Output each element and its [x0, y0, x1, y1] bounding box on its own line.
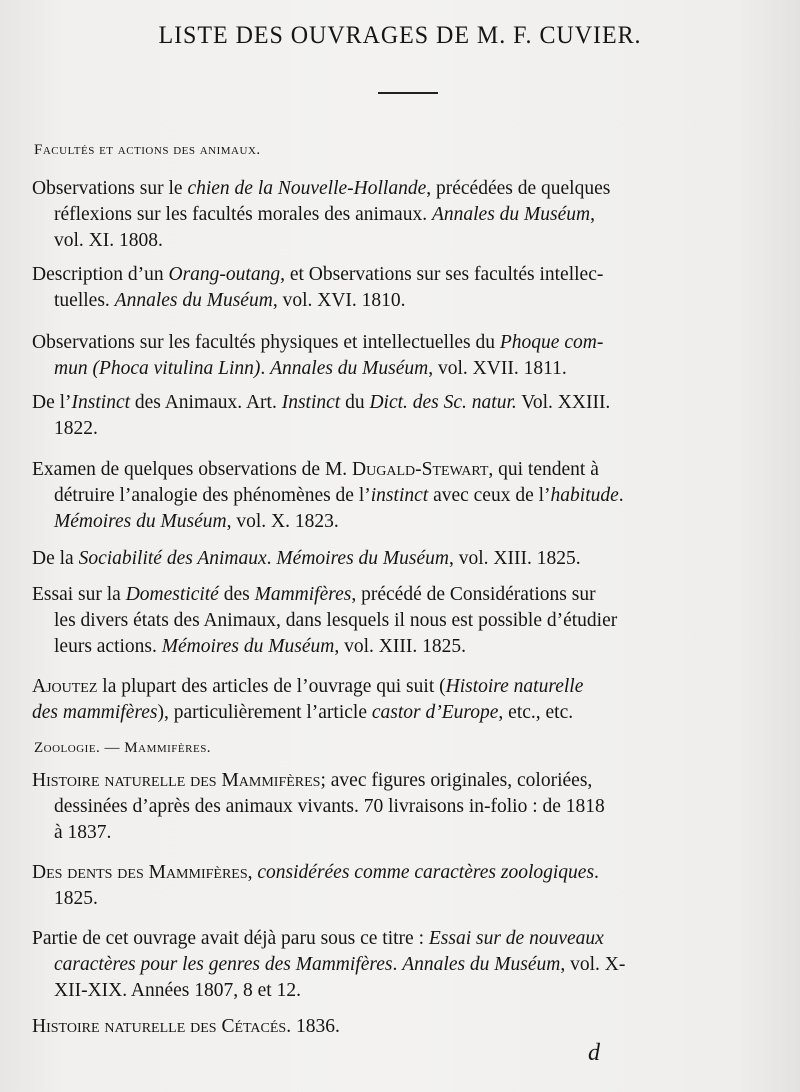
bibliography-entry: Histoire naturelle des Cétacés. 1836.: [32, 1016, 340, 1037]
page-title: LISTE DES OUVRAGES DE M. F. CUVIER.: [158, 22, 642, 49]
bibliography-entry: Histoire naturelle des Mammifères; avec figures originales, coloriées, dessinées d’après des animaux vivants. 70 livraisons in-folio : de 1818 à 1837.: [32, 770, 605, 843]
bibliography-entry: Essai sur la Domesticité des Mammifères, précédé de Considérations sur les divers états des Animaux, dans lesquels il nous est possible d’étudier leurs actions. Mémoires du Muséum, vol. XIII. 1825.: [32, 584, 618, 657]
bibliography-entry: Observations sur les facultés physiques et intellectuelles du Phoque com- mun (Phoca vitulina Linn). Annales du Muséum, vol. XVII. 1811.: [32, 332, 604, 379]
bibliography-entry: Examen de quelques observations de M. Dugald-Stewart, qui tendent à détruire l’analogie des phénomènes de l’instinct avec ceux de l’habitude. Mémoires du Muséum, vol. X. 1823.: [32, 459, 624, 532]
bibliography-entry: Partie de cet ouvrage avait déjà paru sous ce titre : Essai sur de nouveaux caractères pour les genres des Mammifères. Annales du Muséum, vol. X- XII-XIX. Années 1807, 8 et 12.: [32, 928, 626, 1001]
bibliography-entry: Observations sur le chien de la Nouvelle-Hollande, précédées de quelques réflexions sur les facultés morales des animaux. Annales du Muséum, vol. XI. 1808.: [32, 178, 611, 251]
bibliography-entry: Description d’un Orang-outang, et Observations sur ses facultés intellec- tuelles. Annales du Muséum, vol. XVI. 1810.: [32, 264, 604, 311]
bibliography-entry: Des dents des Mammifères, considérées comme caractères zoologiques. 1825.: [32, 862, 599, 909]
bibliography-entry: De l’Instinct des Animaux. Art. Instinct du Dict. des Sc. natur. Vol. XXIII. 1822.: [32, 392, 611, 439]
title-rule: [378, 92, 438, 94]
section-heading-faculties: Facultés et actions des animaux.: [34, 142, 261, 158]
section-heading-zoologie: Zoologie. — Mammifères.: [34, 740, 212, 756]
bibliography-entry: De la Sociabilité des Animaux. Mémoires du Muséum, vol. XIII. 1825.: [32, 548, 581, 569]
signature-mark: d: [588, 1040, 600, 1066]
bibliography-entry: Ajoutez la plupart des articles de l’ouvrage qui suit (Histoire naturelle des mammifères), particulièrement l’article castor d’Europe, etc., etc.: [32, 676, 584, 723]
